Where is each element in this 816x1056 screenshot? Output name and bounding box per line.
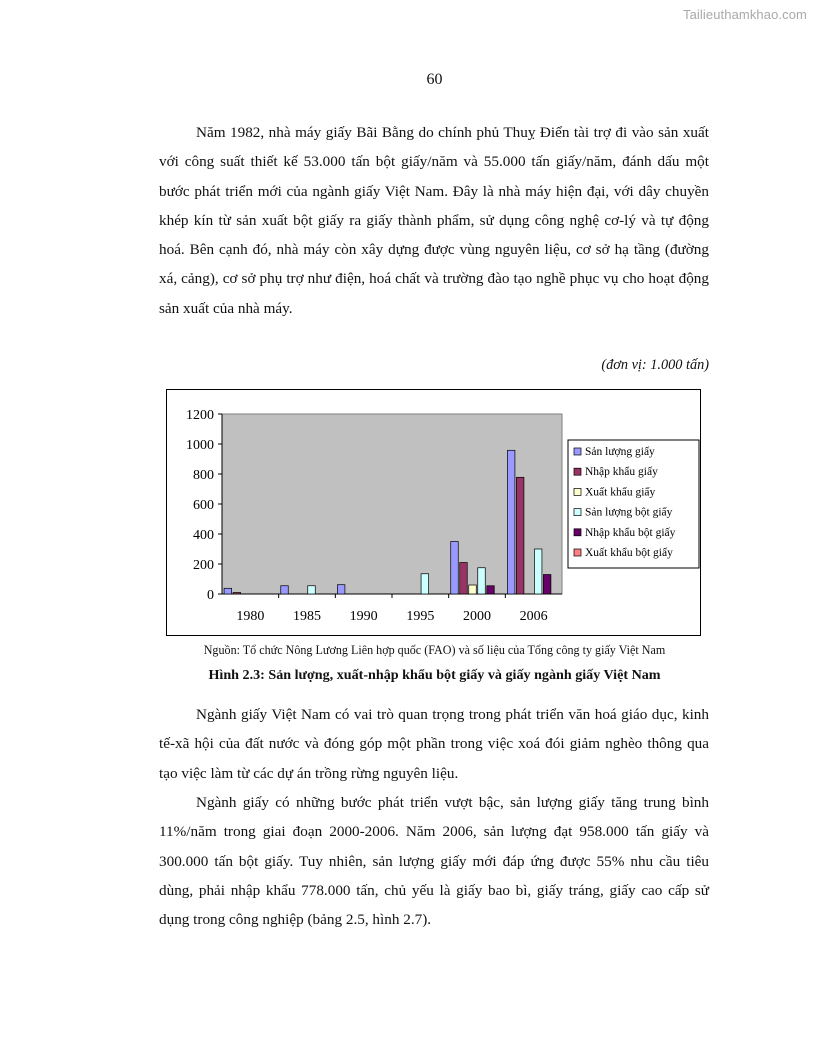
- page-number: 60: [426, 71, 443, 88]
- bar: [337, 585, 345, 594]
- y-tick-label: 0: [207, 588, 214, 603]
- y-tick-label: 1000: [186, 438, 214, 453]
- legend-swatch: [574, 488, 581, 495]
- source-note: Nguồn: Tổ chức Nông Lương Liên hợp quốc (FAO) và số liệu của Tổng công ty giấy Việt Nam: [203, 643, 666, 657]
- bar: [487, 586, 495, 594]
- x-tick-label: 1985: [293, 609, 321, 624]
- unit-note: (đơn vị: 1.000 tấn): [601, 357, 709, 373]
- bar: [233, 593, 241, 595]
- bar: [421, 574, 429, 594]
- bar: [534, 549, 542, 594]
- legend-label: Nhập khẩu giấy: [585, 466, 658, 479]
- y-tick-label: 200: [193, 558, 214, 573]
- bar: [516, 477, 524, 594]
- paragraph-intro: Năm 1982, nhà máy giấy Bãi Bằng do chính phủ Thuỵ Điển tài trợ đi vào sản xuất với công suất thiết kế 53.000 tấn bột giấy/năm và 55.000 tấn giấy/năm, đánh dấu một bước phát triển mới của ngành giấy Việt Nam. Đây là nhà máy hiện đại, với dây chuyền khép kín từ sản xuất bột giấy ra giấy thành phẩm, sử dụng công nghệ cơ-lý và tự động hoá. Bên cạnh đó, nhà máy còn xây dựng được vùng nguyên liệu, cơ sở hạ tầng (đường xá, cảng), cơ sở phụ trợ như điện, hoá chất và trường đào tạo nghề phục vụ cho hoạt động sản xuất của nhà máy.: [159, 124, 709, 317]
- y-tick-label: 600: [193, 498, 214, 513]
- chart-container: [166, 389, 701, 636]
- y-tick-label: 800: [193, 468, 214, 483]
- legend-swatch: [574, 529, 581, 536]
- x-tick-label: 2000: [463, 609, 491, 624]
- bar: [507, 450, 514, 594]
- bar: [451, 542, 459, 595]
- legend-label: Xuất khẩu giấy: [585, 486, 656, 499]
- watermark: Tailieuthamkhao.com: [682, 7, 807, 22]
- bar: [308, 586, 316, 594]
- figure-caption: Hình 2.3: Sản lượng, xuất-nhập khẩu bột giấy và giấy ngành giấy Việt Nam: [208, 667, 661, 683]
- y-tick-label: 400: [193, 528, 214, 543]
- legend-swatch: [574, 448, 581, 455]
- legend-swatch: [574, 549, 581, 556]
- bar: [281, 586, 289, 594]
- bar: [543, 575, 551, 595]
- legend-label: Sản lượng giấy: [585, 446, 655, 458]
- paragraph-role: Ngành giấy Việt Nam có vai trò quan trọng trong phát triển văn hoá giáo dục, kinh tế-xã hội của đất nước và đóng góp một phần trong việc xoá đói giảm nghèo thông qua tạo việc làm từ các dự án trồng rừng nguyên liệu.: [159, 706, 709, 782]
- bar: [469, 585, 477, 594]
- x-tick-label: 1980: [236, 609, 265, 624]
- legend-swatch: [574, 509, 581, 516]
- paragraph-growth: Ngành giấy có những bước phát triển vượt bậc, sản lượng giấy tăng trung bình 11%/năm trong giai đoạn 2000-2006. Năm 2006, sản lượng đạt 958.000 tấn giấy và 300.000 tấn bột giấy. Tuy nhiên, sản lượng giấy mới đáp ứng được 55% nhu cầu tiêu dùng, phải nhập khẩu 778.000 tấn, chủ yếu là giấy bao bì, giấy tráng, giấy cao cấp sử dụng trong công nghiệp (bảng 2.5, hình 2.7).: [159, 794, 709, 929]
- legend-label: Nhập khẩu bột giấy: [585, 526, 676, 539]
- y-tick-label: 1200: [186, 408, 214, 423]
- bar: [224, 588, 232, 594]
- bar: [478, 568, 486, 594]
- legend-swatch: [574, 468, 581, 475]
- x-tick-label: 1990: [349, 609, 378, 624]
- legend-label: Xuất khẩu bột giấy: [585, 547, 673, 559]
- x-tick-label: 1995: [406, 609, 435, 624]
- x-tick-label: 2006: [519, 609, 548, 624]
- bar-chart: [167, 390, 700, 635]
- legend-label: Sản lượng bột giấy: [585, 506, 673, 519]
- bar: [460, 563, 468, 595]
